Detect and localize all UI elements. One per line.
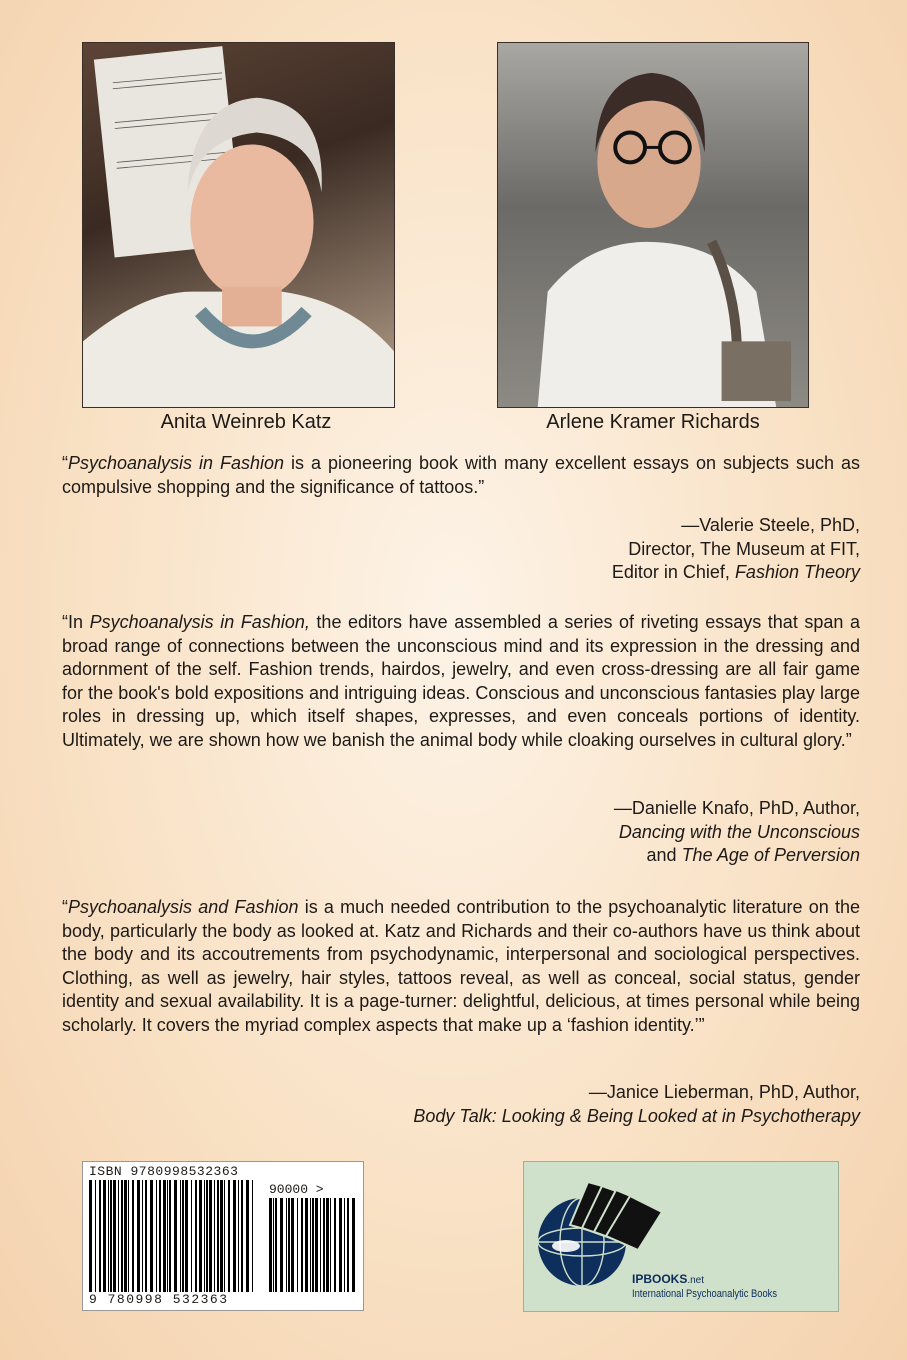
isbn-label: ISBN 9780998532363: [89, 1164, 239, 1179]
barcode-bar: [224, 1180, 225, 1292]
blurb-steele: [62, 452, 860, 499]
barcode-bar: [206, 1180, 208, 1292]
price-code: 90000 >: [269, 1182, 324, 1197]
publisher-logo: [523, 1161, 839, 1312]
barcode-bar: [323, 1198, 325, 1292]
barcode-bar: [108, 1180, 109, 1292]
attribution-line: Director, The Museum at FIT,: [628, 538, 860, 559]
barcode-bar: [163, 1180, 166, 1292]
barcode-bar: [273, 1198, 274, 1292]
quote-text: the editors have assembled a series of riveting essays that span a broad range of connections between the unconscious mind and its expression in the dressing and adornment of the self. Fashion trends, hairdos, jewelry, and even cross-dressing are all fair game for the book's bold expositions and intriguing ideas. Conscious and unconscious fantasies play large roles in dressing up, which itself shapes, expresses, and even conceals portions of identity. Ultimately, we are shown how we banish the animal body while cloaking ourselves in cultural glory.”: [62, 612, 861, 750]
barcode-bar: [320, 1198, 321, 1292]
barcode-bar: [246, 1180, 249, 1292]
barcode-bar: [95, 1180, 96, 1292]
barcode-bar: [352, 1198, 355, 1292]
barcode-bar: [137, 1180, 140, 1292]
quote-text: is a much needed contribution to the psychoanalytic literature on the body, particularly the body as looked at. Katz and Richards and their co-authors have us think about the body and its accoutrements from psychodynamic, interpersonal and sociological perspectives. Clothing, as well as jewelry, hair styles, tattoos reveal, as well as conceal, social status, gender identity and sexual availability. It is a page-turner: delightful, delicious, at times personal while being scholarly. It covers the myriad complex aspects that make up a ‘fashion identity.’”: [62, 897, 860, 1035]
barcode-bar: [118, 1180, 119, 1292]
barcode-bar: [326, 1198, 329, 1292]
isbn-barcode: [82, 1161, 364, 1311]
quote-text: is a pioneering book with many excellent essays on subjects such as compulsive shopping and the significance of tattoos.”: [62, 453, 861, 497]
barcode-bar: [220, 1180, 223, 1292]
barcode-bar: [142, 1180, 143, 1292]
barcode-bar: [301, 1198, 303, 1292]
attribution-knafo: [614, 797, 860, 868]
barcode-bar: [310, 1198, 311, 1292]
barcode-bar: [180, 1180, 181, 1292]
barcode-bar: [169, 1180, 171, 1292]
barcode-bar: [288, 1198, 290, 1292]
barcode-bar: [145, 1180, 147, 1292]
barcode-bar: [99, 1180, 101, 1292]
book-title: Psychoanalysis and Fashion: [68, 897, 299, 917]
barcode-bar: [252, 1180, 253, 1292]
barcode-bar: [204, 1180, 205, 1292]
price-barcode-bars: [269, 1198, 357, 1292]
barcode-bar: [269, 1198, 272, 1292]
quote-open: “: [62, 897, 68, 917]
attribution-line: —Valerie Steele, PhD,: [681, 515, 860, 535]
publisher-tagline: International Psychoanalytic Books: [632, 1288, 778, 1300]
barcode-bar: [214, 1180, 215, 1292]
attribution-lieberman: [413, 1081, 860, 1128]
barcode-bar: [128, 1180, 129, 1292]
attribution-line: —Danielle Knafo, PhD, Author,: [613, 798, 860, 818]
barcode-bar: [124, 1180, 127, 1292]
barcode-bar: [156, 1180, 157, 1292]
barcode-bar: [182, 1180, 184, 1292]
attribution-line: Dancing with the Unconscious: [618, 821, 860, 842]
book-title: Psychoanalysis in Fashion,: [89, 612, 310, 632]
barcode-bar: [238, 1180, 239, 1292]
barcode-bar: [286, 1198, 287, 1292]
barcode-bar: [199, 1180, 202, 1292]
attribution-line: Body Talk: Looking & Being Looked at in Psychotherapy: [413, 1105, 860, 1126]
author-photo-richards: [497, 42, 809, 408]
barcode-bar: [110, 1180, 112, 1292]
barcode-bar: [217, 1180, 219, 1292]
book-title: Psychoanalysis in Fashion: [68, 453, 285, 473]
barcode-bar: [113, 1180, 116, 1292]
blurb-lieberman: [62, 896, 860, 1037]
barcode-bars: [89, 1180, 257, 1292]
barcode-bar: [330, 1198, 331, 1292]
barcode-bar: [241, 1180, 243, 1292]
publisher-brand: IPBOOKS.net: [632, 1272, 705, 1286]
barcode-bar: [280, 1198, 283, 1292]
barcode-bar: [334, 1198, 336, 1292]
barcode-bar: [150, 1180, 153, 1292]
barcode-bar: [174, 1180, 177, 1292]
barcode-bar: [185, 1180, 188, 1292]
attribution-line: —Janice Lieberman, PhD, Author,: [588, 1082, 860, 1102]
barcode-bar: [291, 1198, 294, 1292]
blurb-knafo: [62, 611, 860, 752]
barcode-bar: [159, 1180, 161, 1292]
barcode-bar: [89, 1180, 92, 1292]
author-name-richards: Arlene Kramer Richards: [546, 411, 760, 433]
barcode-bar: [103, 1180, 106, 1292]
barcode-bar: [315, 1198, 318, 1292]
barcode-bar: [233, 1180, 236, 1292]
quote-open: “: [62, 453, 68, 473]
barcode-bar: [347, 1198, 349, 1292]
attribution-steele: [612, 514, 860, 585]
attribution-line: and The Age of Perversion: [646, 845, 860, 865]
barcode-bar: [312, 1198, 314, 1292]
attribution-line: Editor in Chief, Fashion Theory: [611, 562, 860, 582]
barcode-bar: [167, 1180, 168, 1292]
barcode-bar: [228, 1180, 230, 1292]
barcode-bar: [275, 1198, 277, 1292]
barcode-bar: [195, 1180, 197, 1292]
barcode-bar: [297, 1198, 298, 1292]
barcode-bar: [121, 1180, 123, 1292]
barcode-bar: [191, 1180, 192, 1292]
barcode-bar: [305, 1198, 308, 1292]
barcode-bar: [209, 1180, 212, 1292]
author-photo-katz: [82, 42, 395, 408]
quote-open: “In: [62, 612, 90, 632]
barcode-bar: [344, 1198, 345, 1292]
barcode-bar: [132, 1180, 134, 1292]
barcode-digits: 9 780998 532363: [89, 1292, 229, 1307]
author-name-katz: Anita Weinreb Katz: [160, 411, 332, 433]
barcode-bar: [339, 1198, 342, 1292]
